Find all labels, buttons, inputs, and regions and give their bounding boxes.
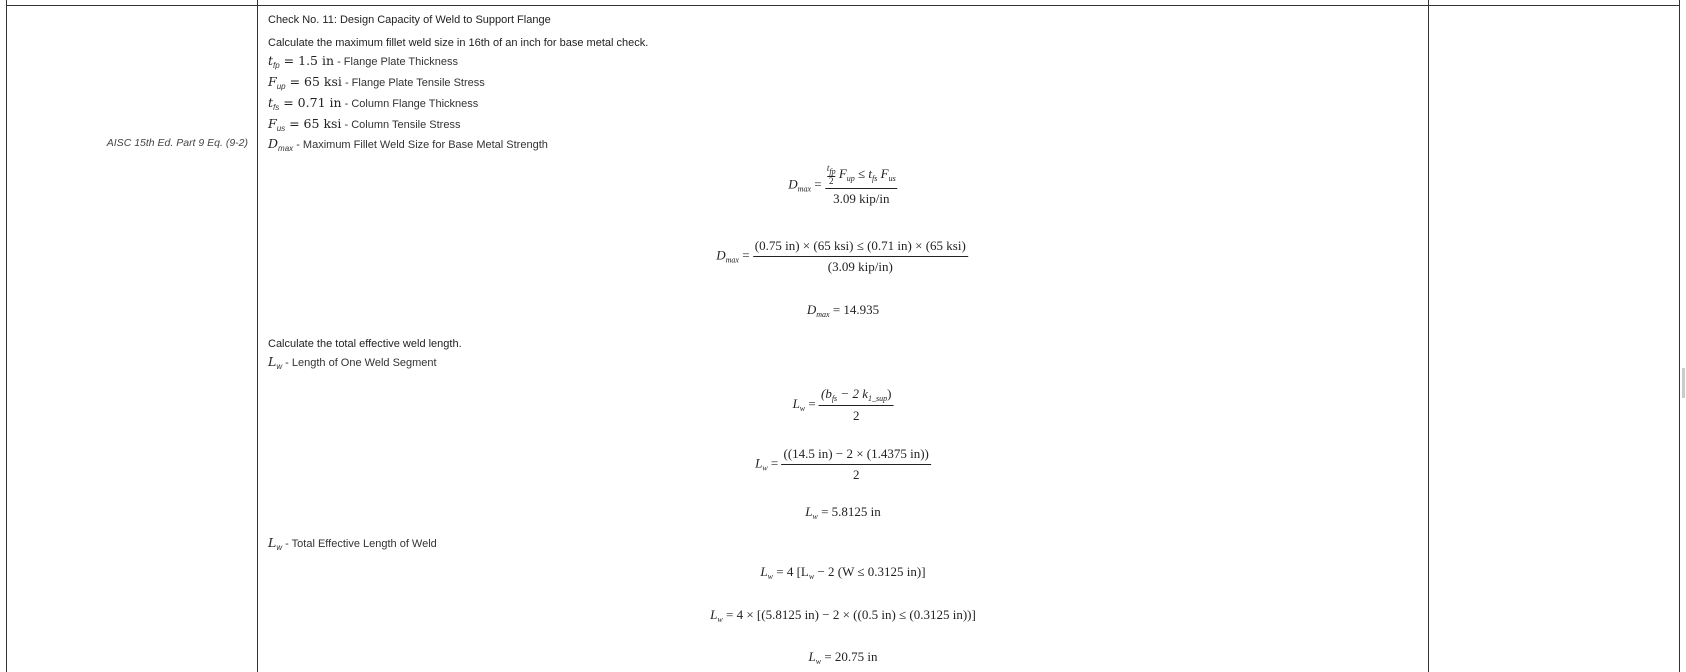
equation-dmax-formula: $D_{max}$ = $\frac{\frac{t_{fp}}{2} F_{up} \le t_{fs} F_{us}}{\text{3.09 kip/in}}$ — [788, 163, 896, 206]
column-divider-notes — [1428, 0, 1429, 672]
equation-lw-total-substituted: $L_w = 4 \times [(5.8125$ in) − 2 × ((0.5 in) ≤ (0.3125 in))] — [710, 607, 976, 624]
param-column-tensile: $F_{us} = 65$ ksi - Column Tensile Stress — [268, 116, 461, 133]
equation-lw-total-formula: $L_w = 4$ [$L_w - 2$ (W ≤ 0.3125 in)] — [760, 564, 926, 581]
equation-lw-total-result: $L_w = 20.75$ in — [808, 649, 878, 666]
param-desc: - Flange Plate Thickness — [334, 56, 458, 68]
reference-label: AISC 15th Ed. Part 9 Eq. (9-2) — [106, 137, 248, 149]
equation-lw-substituted: $L_w$ = $\frac{((14.5 in) - 2 \times (1.4375 in))}{2}$ — [755, 446, 929, 482]
small-fraction: $\frac{t_{fp}}{2}$ — [826, 163, 836, 186]
fraction: $\frac{\text{(0.75 in) × (65 ksi) ≤ (0.71 in) × (65 ksi)}}{\text{(3.09 kip/in)}}$ — [754, 238, 966, 274]
desc-weld-segment-length: $L_w$ - Length of One Weld Segment — [268, 354, 437, 371]
fraction: $\frac{(b_{fs} - 2 k_{1\_sup})}{2}$ — [820, 386, 892, 423]
section-title-weld-length: Calculate the total effective weld length. — [268, 338, 462, 350]
param-flange-plate-thickness: $t_{fp} = 1.5$ in - Flange Plate Thickness — [268, 53, 458, 70]
param-column-flange-thickness: $t_{fs} = 0.71$ in - Column Flange Thickness — [268, 95, 479, 112]
scrollbar-handle[interactable] — [1682, 368, 1685, 398]
equation-dmax-substituted: $D_{max}$ = $\frac{\text{(0.75 in) × (65 ksi) ≤ (0.71 in) × (65 ksi)}}{\text{(3.09 kip/in)}}$ — [716, 238, 966, 274]
desc-total-weld-length: $L_w$ - Total Effective Length of Weld — [268, 535, 437, 552]
param-symbol: t — [268, 53, 274, 68]
check-title: Check No. 11: Design Capacity of Weld to Support Flange — [268, 14, 551, 26]
param-value: = 1.5 in — [279, 53, 335, 68]
param-flange-plate-tensile: $F_{up} = 65$ ksi - Flange Plate Tensile Stress — [268, 74, 485, 91]
fraction: $\frac{((14.5 in) - 2 \times (1.4375 in))}{2}$ — [783, 446, 929, 482]
column-divider-reference — [257, 0, 258, 672]
param-dmax: $D_{max}$ - Maximum Fillet Weld Size for Base Metal Strength — [268, 136, 548, 153]
section-title-weld-size: Calculate the maximum fillet weld size in 16th of an inch for base metal check. — [268, 37, 649, 49]
table-left-border — [6, 0, 7, 672]
equation-dmax-result: $D_{max} = 14.935$ — [806, 302, 880, 319]
fraction: $\frac{\frac{t_{fp}}{2} F_{up} \le t_{fs} F_{us}}{\text{3.09 kip/in}}$ — [826, 163, 896, 206]
equation-lw-formula: $L_w$ = $\frac{(b_{fs} - 2 k_{1\_sup})}{2}$ — [792, 386, 892, 423]
table-right-border — [1679, 0, 1680, 672]
equation-lw-result: $L_w = 5.8125$ in — [805, 504, 881, 521]
